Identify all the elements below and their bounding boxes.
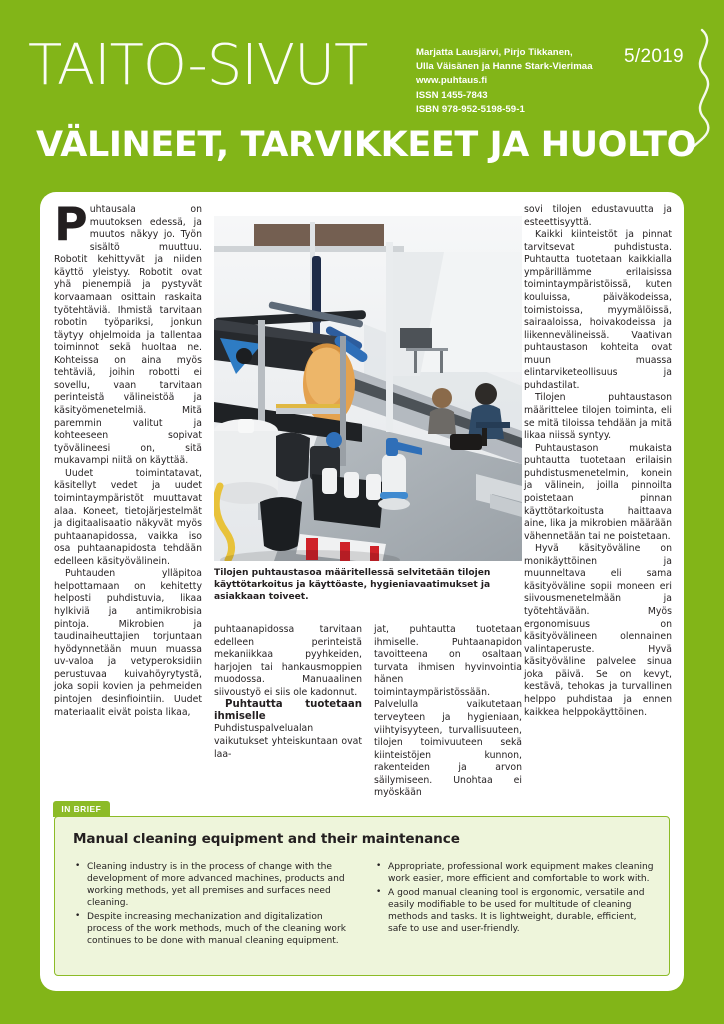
- in-brief-right-column: [374, 861, 657, 949]
- credits-block: [416, 46, 593, 117]
- article-column-2: [214, 624, 362, 761]
- article-col3-para1: jat, puhtautta tuotetaan ihmiselle. Puhtaanapidon tavoitteena on osaltaan turvata ihmisen hyvinvointia hänen toimintaympäristössään. Palvelulla vaikutetaan terveyteen ja hygieniaan, viihtyisyyteen, turvallisuuteen, tilojen toimivuuteen sekä kiinteistöjen kunnon, rakenteiden ja arvon säilymiseen. Unohtaa ei myöskään: [374, 624, 522, 799]
- credits-isbn: ISBN 978-952-5198-59-1: [416, 103, 525, 115]
- article-column-1: [54, 197, 202, 719]
- article-col4-para4: Puhtaustason mukaista puhtautta tuotetaan erilaisin puhdistusmenetelmin, konein ja välinein, joilla pinnoilta poistetaan pinnan käyttötarkoitusta haittaava aine, lika ja mikrobien määrään vähennetään tai ne poistetaan.: [524, 442, 672, 542]
- in-brief-left-column: [73, 861, 356, 949]
- credits-issn: ISSN 1455-7843: [416, 89, 488, 101]
- article-col2-para1: puhtaanapidossa tarvitaan edelleen perinteistä mekaniikkaa pyyhkeiden, harjojen tai hankausmoppien muodossa. Manuaalinen siivoustyö ei siis ole kadonnut.: [214, 624, 362, 698]
- list-item: • Cleaning industry is in the process of change with the development of more advanced machines, products and working methods, yet all premises and surfaces need cleaning.: [73, 861, 356, 909]
- credits-authors-line2: Ulla Väisänen ja Hanne Stark-Vierimaa: [416, 61, 593, 73]
- article-col4-para1: sovi tilojen edustavuutta ja esteettisyyttä.: [524, 204, 672, 228]
- photo-block: [214, 216, 522, 603]
- in-brief-title: Manual cleaning equipment and their maintenance: [73, 831, 460, 847]
- article-col1-para3: Puhtauden ylläpitoa helpottamaan on kehitetty helposti puhdistuvia, likaa hylkiviä ja antimikrobisia pintoja. Mikrobien ja taudinaiheuttajien torjuntaan hyödynnetään muun muassa uv-valoa ja vetyperoksidiin perustuvaa kuivahöyrytystä, joka sopii kovien ja pehmeiden pintojen desinfiointiin. Uudet materiaalit eivät poista likaa,: [54, 568, 202, 718]
- article-column-3: [374, 624, 522, 800]
- article-column-4: [524, 204, 672, 719]
- article-col4-para5: Hyvä käsityöväline on monikäyttöinen ja muunneltava eli sama käsityöväline sopii moneen eri siivousmenetelmään ja työtehtävään. Myös ergonomisuus on käsityövälineen olennainen valintaperuste. Hyvä käsityöväline palvelee sinua joka päivä. Se on kevyt, kestävä, tehokas ja turvallinen helppo puhdistaa ja ennen kaikkea helppokäyttöinen.: [524, 543, 672, 718]
- page-title: VÄLINEET, TARVIKKEET JA HUOLTO: [36, 125, 696, 165]
- credits-website: www.puhtaus.fi: [416, 75, 488, 87]
- issue-number: 5/2019: [624, 46, 684, 67]
- in-brief-right-list: [374, 861, 657, 935]
- article-col4-para2: Kaikki kiinteistöt ja pinnat tarvitsevat puhdistusta. Puhtautta tuotetaan kaikkialla ympärillämme erilaisissa toimintaympäristöissä, kuten kouluissa, päiväkodeissa, toimistoissa, myymälöissä, sairaaloissa, hoivakodeissa ja liikennevälineissä. Vaativan puhtaustason kohteita ovat muun muassa elintarviketeollisuus ja puhdastilat.: [524, 229, 672, 391]
- in-brief-tab-label: IN BRIEF: [53, 801, 110, 817]
- credits-authors-line1: Marjatta Lausjärvi, Pirjo Tikkanen,: [416, 47, 573, 58]
- in-brief-left-list: [73, 861, 356, 947]
- in-brief-box: [54, 804, 670, 976]
- photo-caption: Tilojen puhtaustasoa määritellessä selvitetään tilojen käyttötarkoitus ja käyttöaste, hygieniavaatimukset ja asiakkaan toiveet.: [214, 568, 491, 602]
- article-col1-para2: Uudet toimintatavat, käsitellyt vedet ja uudet toimintaympäristöt muuttavat alaa. Koneet, tietojärjestelmät ja digitaalisaatio näkyvät myös puhtaanapidossa, vaikka iso osa puhtaanapidosta tehdään edelleen käsityövälinein.: [54, 467, 202, 567]
- article-col1-para1: uhtausala on muutoksen edessä, ja muutos näkyy jo. Työn sisältö muuttuu. Robotit kehittyvät ja niiden käyttö yleistyy. Robotit ovat yhä pienempiä ja pystyvät korvaamaan osittain raskaita työtehtäviä. Ihmistä tarvitaan robotin työpariksi, jonkun täytyy ohjelmoida ja tallentaa toiminnot sekä huoltaa ne. Kohteissa on aina myös tehtäviä, joihin robotti ei sovellu, vaan tarvitaan perinteistä välineistöä ja käsityömenetelmiä. Mitä paremmin valitut ja kohteeseen sopivat työvälineesi on, sitä mukavampi niitä on käyttää.: [54, 204, 202, 467]
- content-card: [40, 192, 684, 991]
- list-item: • Despite increasing mechanization and digitalization process of the work methods, much of the cleaning work continues to be done with manual cleaning equipment.: [73, 911, 356, 947]
- masthead: [0, 0, 724, 192]
- list-item: • A good manual cleaning tool is ergonomic, versatile and easily modifiable to be used for multitude of cleaning methods and tasks. It is lightweight, durable, efficient, safe to use and user-friendly.: [374, 887, 657, 935]
- list-item: • Appropriate, professional work equipment makes cleaning work easier, more efficient and comfortable to work with.: [374, 861, 657, 885]
- in-brief-columns: [73, 861, 657, 949]
- article-subheading: Puhtautta tuotetaan ihmiselle: [214, 699, 362, 723]
- article-body: [54, 197, 672, 804]
- article-col4-para3: Tilojen puhtaustason määrittelee tilojen toiminta, eli se mitä tiloissa tehdään ja mitä likaa niissä syntyy.: [524, 392, 672, 442]
- publication-logo: TAITO-SIVUT: [28, 33, 368, 98]
- cleaning-trolley-photo: [214, 216, 522, 561]
- drop-cap: P: [54, 197, 88, 251]
- article-col2-para2: Puhdistuspalvelualan vaikutukset yhteiskuntaan ovat laa-: [214, 723, 362, 760]
